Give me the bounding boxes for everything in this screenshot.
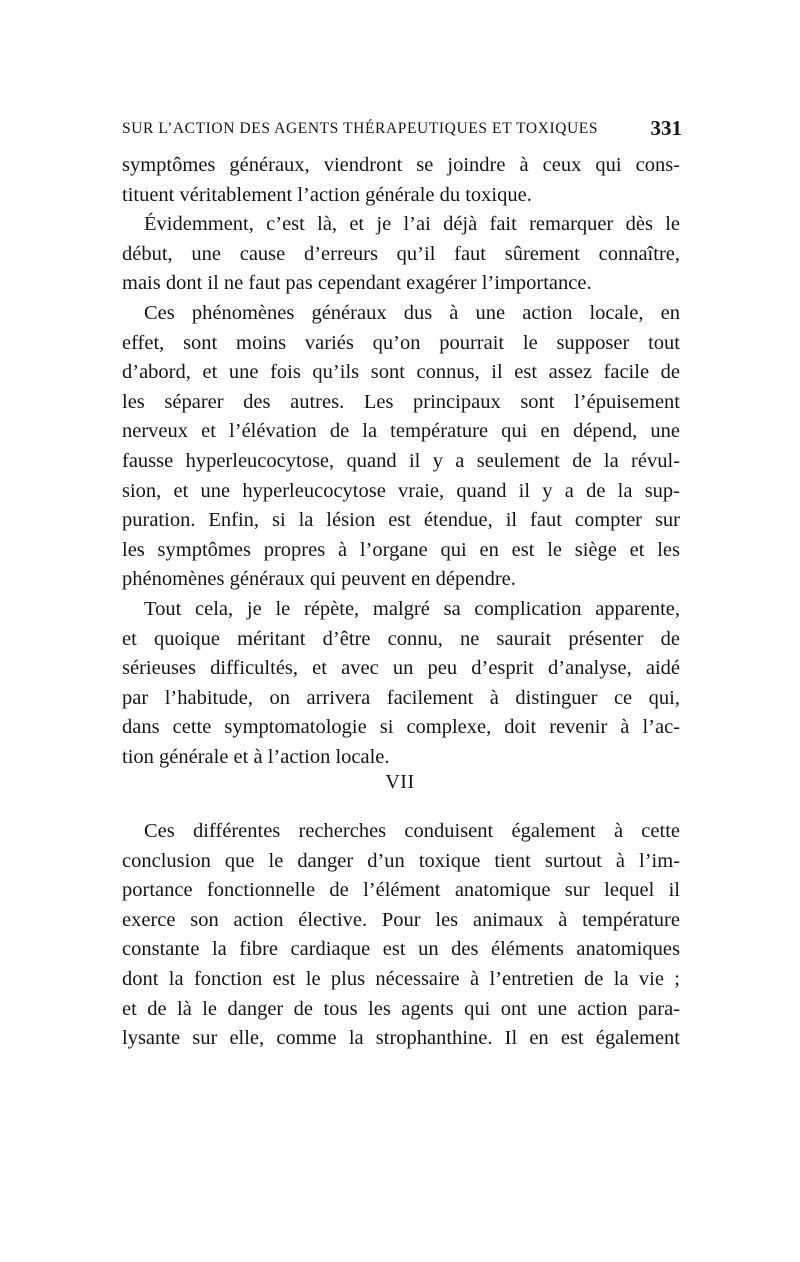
text-line: fausse hyperleucocytose, quand il y a seulement de la révul- <box>122 449 680 472</box>
text-line: exerce son action élective. Pour les animaux à température <box>122 908 680 931</box>
text-line: par l’habitude, on arrivera facilement à distinguer ce qui, <box>122 686 680 709</box>
text-line: et quoique méritant d’être connu, ne saurait présenter de <box>122 627 680 650</box>
body-text-section-vii <box>122 817 680 1054</box>
text-line: tion générale et à l’action locale. <box>122 745 390 768</box>
text-line: portance fonctionnelle de l’élément anatomique sur lequel il <box>122 879 680 902</box>
text-line: mais dont il ne faut pas cependant exagérer l’importance. <box>122 272 592 295</box>
text-line: Évidemment, c’est là, et je l’ai déjà fait remarquer dès le <box>144 213 680 236</box>
text-line: tituent véritablement l’action générale du toxique. <box>122 183 532 206</box>
text-line: phénomènes généraux qui peuvent en dépendre. <box>122 568 516 591</box>
text-line: effet, sont moins variés qu’on pourrait le supposer tout <box>122 331 680 354</box>
text-line: sérieuses difficultés, et avec un peu d’esprit d’analyse, aidé <box>122 657 680 680</box>
text-line: constante la fibre cardiaque est un des éléments anatomiques <box>122 938 680 961</box>
text-line: et de là le danger de tous les agents qui ont une action para- <box>122 997 680 1020</box>
body-text-before-section <box>122 151 680 772</box>
section-heading: VII <box>385 771 415 793</box>
text-line: dont la fonction est le plus nécessaire à l’entretien de la vie ; <box>122 967 680 990</box>
text-line: les symptômes propres à l’organe qui en est le siège et les <box>122 538 680 561</box>
text-line: puration. Enfin, si la lésion est étendue, il faut compter sur <box>122 509 680 532</box>
running-header <box>122 116 682 146</box>
text-line: Tout cela, je le répète, malgré sa complication apparente, <box>144 597 680 620</box>
text-line: sion, et une hyperleucocytose vraie, quand il y a de la sup- <box>122 479 680 502</box>
text-line: d’abord, et une fois qu’ils sont connus, il est assez facile de <box>122 361 680 384</box>
text-line: symptômes généraux, viendront se joindre à ceux qui cons- <box>122 154 680 176</box>
text-line: dans cette symptomatologie si complexe, doit revenir à l’ac- <box>122 716 680 739</box>
running-title: SUR L’ACTION DES AGENTS THÉRAPEUTIQUES ET TOXIQUES <box>122 120 599 137</box>
text-line: les séparer des autres. Les principaux sont l’épuisement <box>122 390 680 413</box>
text-line: début, une cause d’erreurs qu’il faut sûrement connaître, <box>122 242 680 265</box>
text-line: Ces différentes recherches conduisent également à cette <box>144 820 680 842</box>
text-line: conclusion que le danger d’un toxique tient surtout à l’im- <box>122 849 680 872</box>
text-line: Ces phénomènes généraux dus à une action locale, en <box>144 301 680 324</box>
page-number: 331 <box>650 116 682 140</box>
text-line: nerveux et l’élévation de la température qui en dépend, une <box>122 420 680 443</box>
text-line: lysante sur elle, comme la strophanthine. Il en est également <box>122 1027 680 1050</box>
